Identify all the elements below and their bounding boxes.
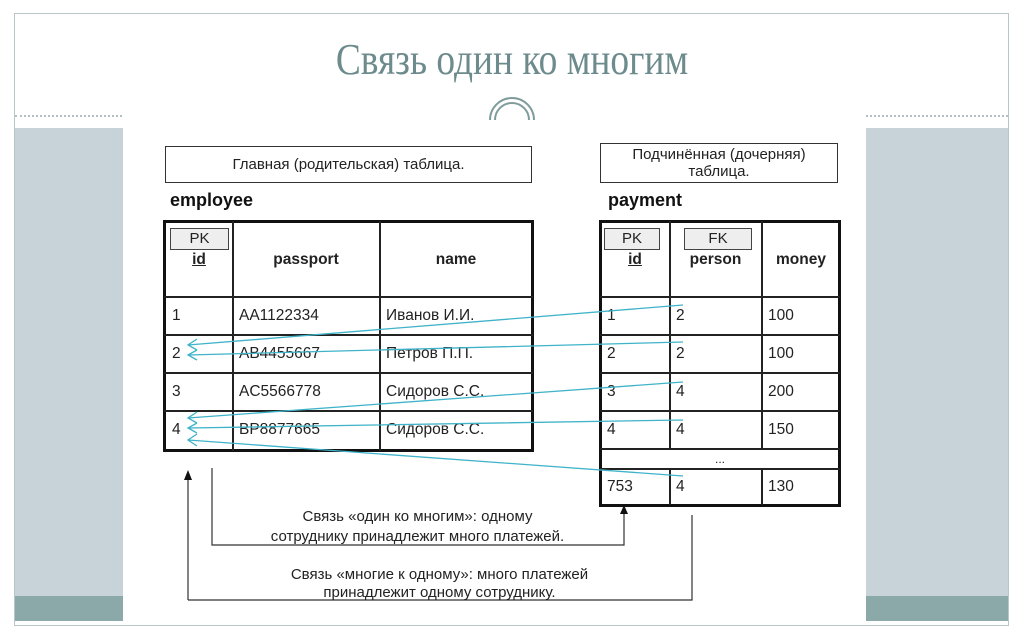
pk-badge: PK: [604, 228, 660, 250]
employee-cell: AC5566778: [239, 382, 321, 400]
slide-title: Связь один ко многим: [335, 35, 689, 84]
employee-cell: AA1122334: [239, 306, 319, 324]
child-table-label: Подчинённая (дочерняя) таблица.: [600, 143, 838, 183]
employee-col-id: id: [192, 251, 206, 268]
employee-cell: 2: [172, 344, 181, 362]
many-to-one-note-line1: Связь «многие к одному»: много платежей: [290, 566, 589, 583]
employee-cell: BP8877665: [239, 420, 321, 438]
arrow-up-icon: [184, 470, 192, 480]
payment-cell: 2: [676, 344, 685, 362]
payment-col-money: money: [776, 251, 826, 268]
many-to-one-note-line2: принадлежит одному сотруднику.: [323, 584, 556, 601]
payment-cell: 4: [676, 382, 685, 400]
payment-table-name: payment: [608, 190, 683, 210]
payment-cell: 3: [607, 382, 616, 400]
employee-cell: 4: [172, 420, 181, 438]
employee-cell: 3: [172, 382, 181, 400]
employee-cell: AB4455667: [239, 344, 321, 362]
pk-badge: PK: [170, 228, 229, 250]
payment-cell: 753: [607, 478, 633, 495]
ellipsis-row: ...: [714, 451, 725, 466]
payment-cell: 4: [607, 420, 616, 438]
payment-cell: 4: [676, 478, 685, 495]
arrow-up-icon: [620, 505, 628, 514]
payment-cell: 2: [676, 306, 685, 324]
payment-cell: 130: [768, 478, 794, 495]
parent-table-label: Главная (родительская) таблица.: [165, 146, 532, 183]
employee-col-name: name: [435, 251, 477, 268]
payment-cell: 1: [607, 306, 616, 324]
one-to-many-note-line2: сотруднику принадлежит много платежей.: [270, 528, 565, 545]
fk-links: [188, 305, 683, 476]
employee-cell: Иванов И.И.: [386, 306, 475, 324]
employee-cell: Сидоров С.С.: [386, 420, 485, 438]
payment-cell: 100: [768, 306, 794, 324]
employee-table-name: employee: [170, 190, 254, 210]
employee-col-passport: passport: [273, 251, 339, 268]
fk-badge: FK: [684, 228, 752, 250]
payment-cell: 2: [607, 344, 616, 362]
payment-cell: 200: [768, 382, 794, 400]
employee-cell: 1: [172, 306, 181, 324]
payment-col-id: id: [628, 251, 642, 268]
payment-cell: 4: [676, 420, 685, 438]
one-to-many-note-line1: Связь «один ко многим»: одному: [302, 508, 533, 525]
employee-cell: Петров П.П.: [386, 344, 474, 362]
payment-cell: 150: [768, 420, 794, 438]
employee-cell: Сидоров С.С.: [386, 382, 485, 400]
payment-col-person: person: [689, 251, 742, 268]
payment-cell: 100: [768, 344, 794, 362]
